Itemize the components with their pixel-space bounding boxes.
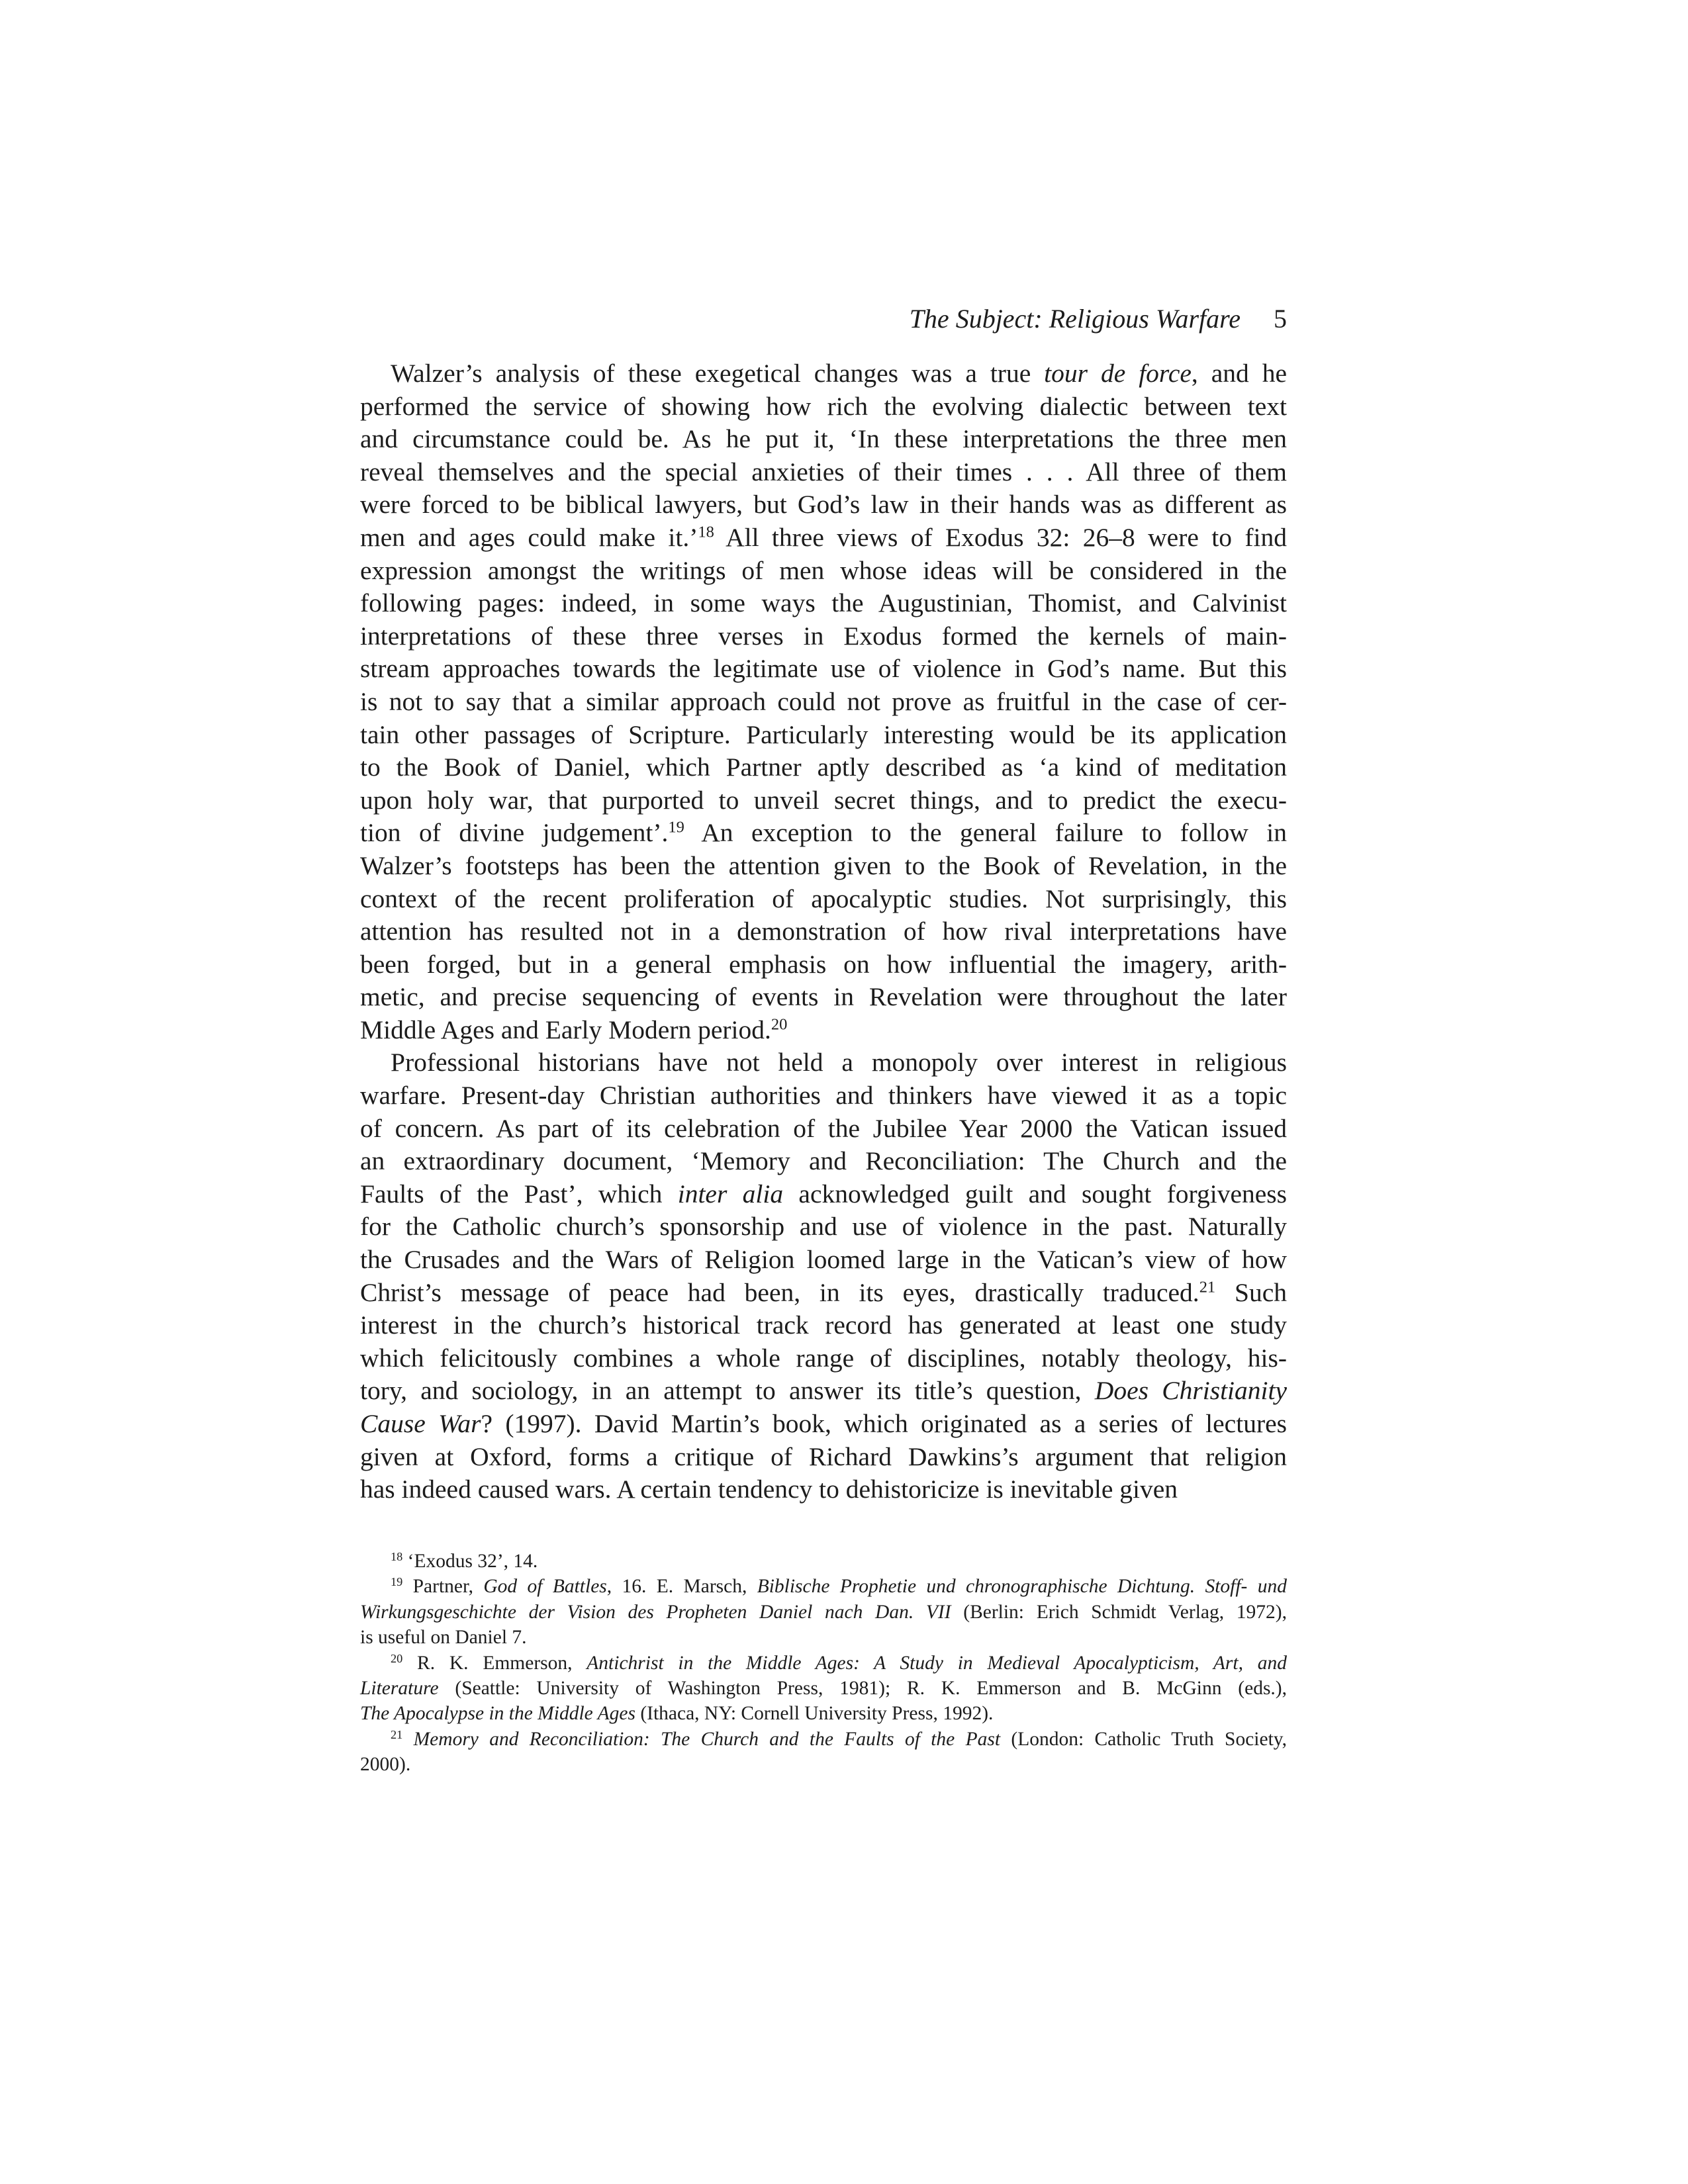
italic-text: Cause War [360,1409,481,1438]
text-run: following pages: indeed, in some ways the Augustinian, Thomist, and Calvinist [360,588,1287,618]
text-run: acknowledged guilt and sought forgiveness [783,1179,1287,1208]
main-text [360,357,1287,1506]
text-run: warfare. Present-day Christian authorities and thinkers have viewed it as a topic [360,1081,1287,1111]
text-line [360,1473,1287,1506]
text-run: the Crusades and the Wars of Religion loomed large in the Vatican’s view of how [360,1245,1287,1275]
footnote-ref: 18 [391,1549,403,1563]
text-line [360,850,1287,883]
text-line [360,653,1287,686]
italic-text: Literature [360,1677,439,1699]
italic-text: God of Battles [483,1576,607,1598]
text-line [360,784,1287,817]
footnote-line [360,1574,1287,1599]
text-run: metic, and precise sequencing of events in Revelation were throughout the later [360,982,1287,1012]
text-line [360,1244,1287,1277]
text-run: reveal themselves and the special anxieties of their times . . . All three of them [360,457,1287,486]
running-header [360,299,1287,339]
footnote [360,1727,1287,1778]
text-run: stream approaches towards the legitimate use of violence in God’s name. But this [360,654,1287,684]
text-run: R. K. Emmerson, [402,1652,587,1674]
text-line [360,686,1287,719]
text-run: men and ages could make it.’ [360,522,698,552]
text-line [360,948,1287,981]
footnote-ref: 18 [698,523,714,541]
text-run: Professional historians have not held a monopoly over interest in religious [391,1048,1287,1077]
text-run: ‘Exodus 32’, 14. [402,1551,538,1572]
text-run: interest in the church’s historical track record has generated at least one study [360,1310,1287,1340]
text-run: Christ’s message of peace had been, in its eyes, drastically traduced. [360,1277,1199,1307]
footnote-ref: 20 [391,1651,403,1665]
text-line [360,1145,1287,1178]
text-run: interpretations of these three verses in Exodus formed the kernels of main- [360,621,1287,651]
footnote [360,1549,1287,1574]
text-run: An exception to the general failure to follow in [684,818,1287,848]
text-run: upon holy war, that purported to unveil secret things, and to predict the execu- [360,785,1287,815]
text-line [360,1441,1287,1474]
text-line [360,915,1287,948]
text-run: , and he [1191,359,1287,388]
text-line [360,522,1287,555]
text-line [360,1210,1287,1244]
text-line [360,1014,1287,1047]
text-line [360,1375,1287,1408]
footnote [360,1651,1287,1727]
footnote-line [360,1600,1287,1625]
text-run: Faults of the Past’, which [360,1179,678,1208]
text-line [360,1113,1287,1146]
text-run: given at Oxford, forms a critique of Richard Dawkins’s argument that religion [360,1441,1287,1471]
text-run: tion of divine judgement’. [360,818,669,848]
italic-text: inter alia [677,1179,784,1208]
italic-text: Antichrist in the Middle Ages: A Study in Medieval Apocalypticism, Art, and [586,1652,1287,1674]
text-run: context of the recent proliferation of apocalyptic studies. Not surprisingly, this [360,884,1287,913]
text-line [360,423,1287,456]
italic-text: Memory and Reconciliation: The Church and the Faults of the Past [413,1728,1001,1750]
running-head-title: The Subject: Religious Warfare [909,304,1241,334]
text-line [360,357,1287,390]
text-run: Walzer’s analysis of these exegetical changes was a true [391,359,1045,388]
footnote-line [360,1701,1287,1726]
text-line [360,883,1287,916]
text-run: 2000). [360,1754,411,1776]
text-run: expression amongst the writings of men whose ideas will be considered in the [360,555,1287,585]
text-run: (Berlin: Erich Schmidt Verlag, 1972), [951,1601,1288,1623]
footnote [360,1574,1287,1650]
text-run: tory, and sociology, in an attempt to answer its title’s question, [360,1376,1095,1406]
text-run: to the Book of Daniel, which Partner aptly described as ‘a kind of meditation [360,752,1287,782]
footnote-line [360,1549,1287,1574]
text-line [360,488,1287,522]
text-line [360,1079,1287,1113]
text-line [360,1277,1287,1310]
text-run: Walzer’s footsteps has been the attention given to the Book of Revelation, in the [360,850,1287,880]
footnote-ref: 19 [391,1575,403,1589]
text-run: (Seattle: University of Washington Press, 1981); R. K. Emmerson and B. McGinn (eds.), [438,1677,1287,1699]
text-run: been forged, but in a general emphasis on how influential the imagery, arith- [360,949,1287,979]
italic-text: Does Christianity [1094,1376,1287,1406]
text-line [360,1046,1287,1079]
text-line [360,1178,1287,1211]
footnote-ref: 20 [771,1015,788,1034]
footnote-line [360,1676,1287,1701]
text-run: Middle Ages and Early Modern period. [360,1015,771,1044]
text-run [402,1729,413,1750]
text-run: is not to say that a similar approach could not prove as fruitful in the case of cer- [360,686,1287,716]
text-run: performed the service of showing how rich the evolving dialectic between text [360,391,1287,421]
italic-text: The Apocalypse in the Middle Ages [360,1703,635,1725]
text-run: All three views of Exodus 32: 26–8 were to find [714,522,1288,552]
text-run: (Ithaca, NY: Cornell University Press, 1992). [635,1703,994,1725]
italic-text: Biblische Prophetie und chronographische Dichtung. Stoff- und [757,1576,1287,1598]
footnote-ref: 21 [1199,1278,1216,1297]
text-run: for the Catholic church’s sponsorship and use of violence in the past. Naturally [360,1212,1287,1242]
footnote-line [360,1727,1287,1752]
italic-text: tour de force [1044,359,1192,388]
footnote-line [360,1651,1287,1676]
text-line [360,751,1287,784]
text-run: (London: Catholic Truth Society, [1000,1728,1288,1750]
text-run: tain other passages of Scripture. Particularly interesting would be its application [360,719,1287,749]
paragraph [360,1046,1287,1506]
footnotes [360,1549,1287,1778]
text-run: an extraordinary document, ‘Memory and Reconciliation: The Church and the [360,1146,1287,1176]
text-line [360,587,1287,620]
text-line [360,555,1287,588]
italic-text: Wirkungsgeschichte der Vision des Propheten Daniel nach Dan. VII [360,1601,951,1623]
footnote-line [360,1752,1287,1777]
text-line [360,1309,1287,1342]
text-line [360,1408,1287,1441]
text-run: of concern. As part of its celebration of the Jubilee Year 2000 the Vatican issued [360,1113,1287,1143]
text-line [360,456,1287,489]
text-run: is useful on Daniel 7. [360,1627,527,1649]
text-line [360,719,1287,752]
text-run: Such [1215,1277,1287,1307]
footnote-ref: 21 [391,1727,403,1741]
footnote-line [360,1625,1287,1650]
text-run: and circumstance could be. As he put it, ‘In these interpretations the three men [360,424,1287,454]
text-line [360,390,1287,424]
text-line [360,620,1287,653]
text-line [360,981,1287,1014]
text-run: were forced to be biblical lawyers, but God’s law in their hands was as different as [360,490,1287,520]
footnote-ref: 19 [668,818,684,837]
page-number: 5 [1274,304,1287,334]
text-line [360,817,1287,850]
text-run: Partner, [402,1576,484,1598]
text-run: has indeed caused wars. A certain tendency to dehistoricize is inevitable given [360,1475,1178,1504]
text-run: attention has resulted not in a demonstration of how rival interpretations have [360,917,1287,946]
text-run: ? (1997). David Martin’s book, which originated as a series of lectures [481,1409,1287,1438]
text-line [360,1342,1287,1375]
paragraph [360,357,1287,1046]
text-run: , 16. E. Marsch, [606,1576,757,1598]
text-run: which felicitously combines a whole range of disciplines, notably theology, his- [360,1343,1287,1373]
